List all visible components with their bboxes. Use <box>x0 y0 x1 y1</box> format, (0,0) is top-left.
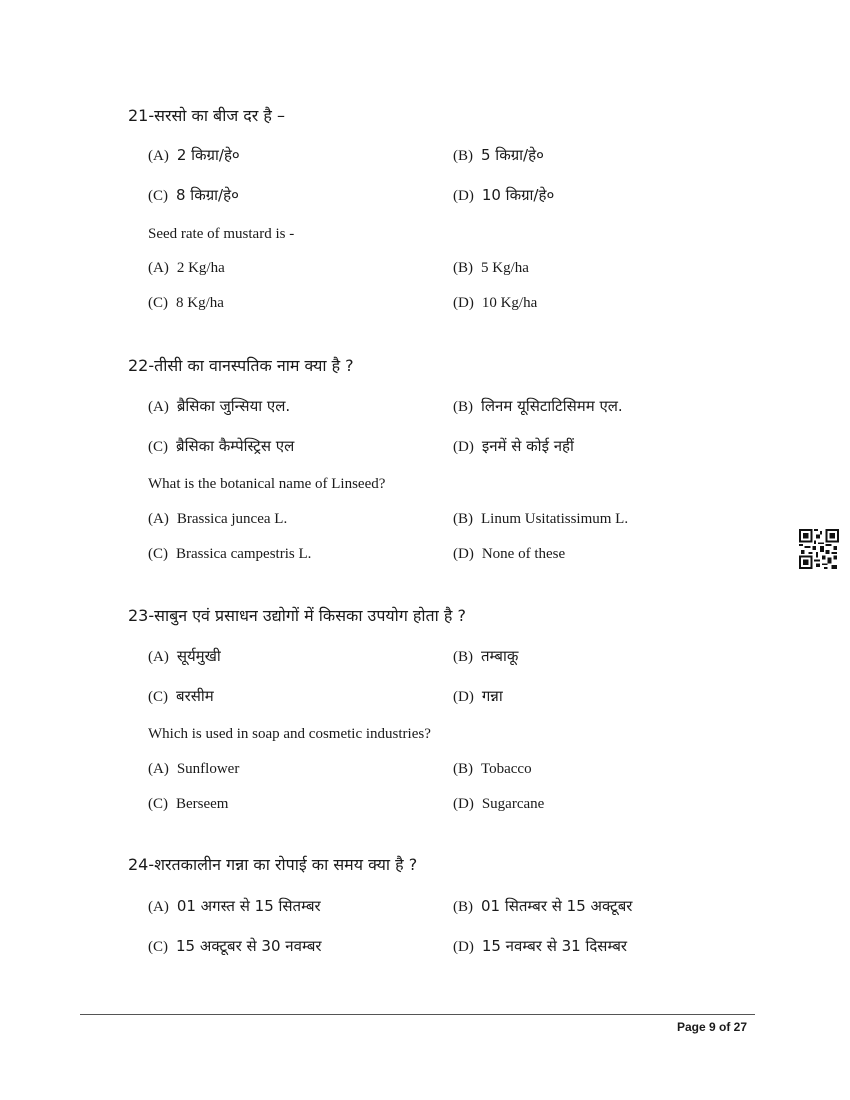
question-22-hindi: 22-तीसी का वानस्पतिक नाम क्या है ? <box>128 356 354 375</box>
q23-hindi-option-c <box>148 686 214 706</box>
question-24-hindi: 24-शरतकालीन गन्ना का रोपाई का समय क्या है ? <box>128 855 418 874</box>
option-letter: (A) <box>148 260 169 276</box>
option-text: 10 Kg/ha <box>481 295 538 311</box>
option-letter: (D) <box>453 796 474 812</box>
q24-hindi-option-d <box>453 936 627 956</box>
option-letter: (D) <box>453 939 474 955</box>
q22-english-option-c <box>148 546 311 563</box>
q21-hindi-option-c <box>148 185 239 205</box>
option-text: 10 किग्रा/हे० <box>481 186 555 204</box>
q21-english-option-c <box>148 295 224 312</box>
question-21-english: Seed rate of mustard is - <box>148 226 295 242</box>
option-text: 8 Kg/ha <box>176 295 224 311</box>
option-letter: (C) <box>148 295 168 311</box>
option-letter: (A) <box>148 399 169 415</box>
option-text: तम्बाकू <box>481 647 519 665</box>
option-text: इनमें से कोई नहीं <box>481 437 574 455</box>
option-letter: (D) <box>453 295 474 311</box>
option-text: ब्रैसिका जुन्सिया एल. <box>176 397 291 415</box>
option-letter: (C) <box>148 188 168 204</box>
q21-english-option-a <box>148 260 225 277</box>
q21-hindi-option-a <box>148 145 240 165</box>
option-letter: (A) <box>148 899 169 915</box>
q22-english-option-b <box>453 511 628 528</box>
option-letter: (B) <box>453 761 473 777</box>
option-letter: (C) <box>148 546 168 562</box>
question-23-hindi: 23-साबुन एवं प्रसाधन उद्योगों में किसका उपयोग होता है ? <box>128 606 466 625</box>
q21-hindi-option-d <box>453 185 554 205</box>
option-text: 8 किग्रा/हे० <box>176 186 239 204</box>
option-letter: (D) <box>453 439 474 455</box>
option-text: 01 सितम्बर से 15 अक्टूबर <box>481 897 633 915</box>
q22-english-option-d <box>453 546 565 563</box>
option-letter: (A) <box>148 511 169 527</box>
option-text: लिनम यूसिटाटिसिमम एल. <box>481 397 623 415</box>
option-text: 15 अक्टूबर से 30 नवम्बर <box>176 937 322 955</box>
option-text: Brassica juncea L. <box>176 511 288 527</box>
option-text: 01 अगस्त से 15 सितम्बर <box>176 897 321 915</box>
question-22-english: What is the botanical name of Linseed? <box>148 476 386 492</box>
option-text: बरसीम <box>176 687 214 705</box>
option-text: Tobacco <box>481 761 532 777</box>
option-text: 2 Kg/ha <box>176 260 225 276</box>
q22-hindi-option-a <box>148 396 290 416</box>
option-letter: (D) <box>453 546 474 562</box>
option-text: ब्रैसिका कैम्पेस्ट्रिस एल <box>176 437 295 455</box>
option-letter: (B) <box>453 899 473 915</box>
q24-hindi-option-a <box>148 896 321 916</box>
page-number: Page 9 of 27 <box>677 1020 748 1034</box>
option-text: 15 नवम्बर से 31 दिसम्बर <box>481 937 628 955</box>
option-text: 5 Kg/ha <box>481 260 529 276</box>
q22-hindi-option-b <box>453 396 623 416</box>
option-text: Sunflower <box>176 761 240 777</box>
q23-english-option-a <box>148 761 239 778</box>
option-text: Linum Usitatissimum L. <box>481 511 629 527</box>
question-21-hindi: 21-सरसो का बीज दर है – <box>128 106 286 125</box>
option-text: Berseem <box>176 796 229 812</box>
option-text: सूर्यमुखी <box>176 647 221 665</box>
option-letter: (C) <box>148 689 168 705</box>
option-letter: (B) <box>453 148 473 164</box>
option-text: 5 किग्रा/हे० <box>481 146 544 164</box>
q23-hindi-option-b <box>453 646 518 666</box>
option-letter: (D) <box>453 188 474 204</box>
q23-english-option-b <box>453 761 532 778</box>
q24-hindi-option-b <box>453 896 632 916</box>
option-letter: (B) <box>453 511 473 527</box>
q21-english-option-d <box>453 295 537 312</box>
q23-hindi-option-a <box>148 646 221 666</box>
option-letter: (B) <box>453 649 473 665</box>
option-text: 2 किग्रा/हे० <box>176 146 240 164</box>
option-letter: (B) <box>453 260 473 276</box>
option-text: None of these <box>481 546 566 562</box>
option-text: गन्ना <box>481 687 503 705</box>
q23-hindi-option-d <box>453 686 503 706</box>
question-23-english: Which is used in soap and cosmetic industries? <box>148 726 431 742</box>
option-letter: (C) <box>148 939 168 955</box>
option-text: Brassica campestris L. <box>176 546 312 562</box>
q21-english-option-b <box>453 260 529 277</box>
q23-english-option-d <box>453 796 544 813</box>
option-letter: (C) <box>148 439 168 455</box>
q22-english-option-a <box>148 511 287 528</box>
q22-hindi-option-d <box>453 436 574 456</box>
q24-hindi-option-c <box>148 936 322 956</box>
option-letter: (D) <box>453 689 474 705</box>
option-letter: (A) <box>148 649 169 665</box>
option-letter: (A) <box>148 761 169 777</box>
q21-hindi-option-b <box>453 145 544 165</box>
option-letter: (B) <box>453 399 473 415</box>
qr-code-icon <box>799 529 839 569</box>
q22-hindi-option-c <box>148 436 294 456</box>
option-letter: (A) <box>148 148 169 164</box>
option-text: Sugarcane <box>481 796 545 812</box>
option-letter: (C) <box>148 796 168 812</box>
footer-divider <box>80 1014 755 1015</box>
q23-english-option-c <box>148 796 228 813</box>
